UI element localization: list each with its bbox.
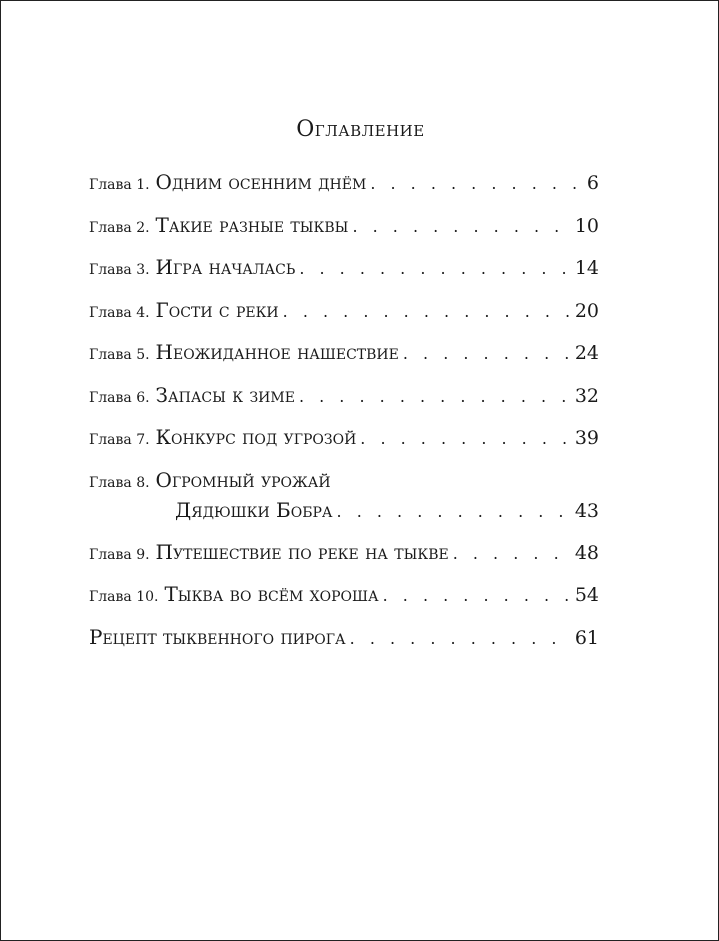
page-number: 39 [574, 427, 599, 449]
page-number: 61 [574, 626, 599, 649]
page-number: 43 [574, 499, 599, 522]
page-number: 32 [574, 384, 599, 407]
dot-leader [453, 541, 571, 567]
toc-entry-6[interactable] [89, 382, 599, 425]
dot-leader [299, 384, 571, 410]
toc-entry-3[interactable] [89, 254, 599, 297]
toc-entry-4[interactable] [89, 297, 599, 340]
chapter-title: Конкурс под угрозой [155, 425, 357, 449]
page-number: 20 [574, 299, 599, 322]
chapter-title: Запасы к зиме [155, 382, 295, 407]
toc-entry-5[interactable] [89, 339, 599, 382]
chapter-title: Игра началась [155, 255, 296, 279]
toc-entry-8-line-1 [89, 467, 599, 497]
dot-leader [360, 426, 571, 452]
toc-entry-2[interactable] [89, 212, 599, 255]
chapter-prefix: Глава 8. [89, 474, 150, 491]
toc-title: Оглавление [296, 117, 425, 142]
toc-entry-1[interactable] [89, 169, 599, 212]
toc-entry-recipe[interactable] [89, 624, 599, 667]
toc-entry-10[interactable] [89, 581, 599, 624]
chapter-prefix: Глава 6. [89, 389, 150, 406]
dot-leader [283, 299, 571, 325]
dot-leader [350, 626, 571, 652]
dot-leader [403, 341, 571, 367]
chapter-title: Такие разные тыквы [155, 212, 349, 237]
toc-entry-9[interactable] [89, 539, 599, 582]
dot-leader [383, 583, 571, 609]
chapter-title: Гости с реки [155, 297, 279, 322]
chapter-prefix: Глава 10. [89, 589, 159, 605]
page-number: 14 [574, 257, 599, 279]
page-number: 24 [574, 342, 599, 364]
recipe-title: Рецепт тыквенного пирога [89, 624, 346, 649]
page-number: 10 [574, 214, 599, 237]
dot-leader [352, 214, 570, 240]
chapter-title: Неожиданное нашествие [155, 340, 399, 364]
chapter-prefix: Глава 1. [89, 177, 150, 193]
chapter-prefix: Глава 5. [89, 347, 150, 363]
chapter-title-line-1: Огромный урожай [155, 467, 331, 492]
chapter-prefix: Глава 4. [89, 304, 150, 321]
toc-entry-8[interactable] [89, 467, 599, 539]
chapter-prefix: Глава 3. [89, 262, 150, 278]
table-of-contents [89, 169, 599, 666]
dot-leader [337, 499, 571, 525]
chapter-prefix: Глава 2. [89, 219, 150, 236]
dot-leader [370, 171, 583, 197]
toc-entry-8-line-2 [89, 497, 599, 527]
chapter-title-line-2: Дядюшки Бобра [175, 497, 333, 522]
chapter-title: Путешествие по реке на тыкве [155, 539, 449, 564]
dot-leader [299, 256, 571, 282]
page-number: 48 [574, 541, 599, 564]
chapter-prefix: Глава 9. [89, 546, 150, 563]
chapter-prefix: Глава 7. [89, 432, 150, 448]
chapter-title: Одним осенним днём [155, 170, 367, 194]
page-number: 54 [574, 584, 599, 606]
page-number: 6 [586, 172, 599, 194]
toc-entry-7[interactable] [89, 424, 599, 467]
chapter-title: Тыква во всём хороша [164, 582, 379, 606]
